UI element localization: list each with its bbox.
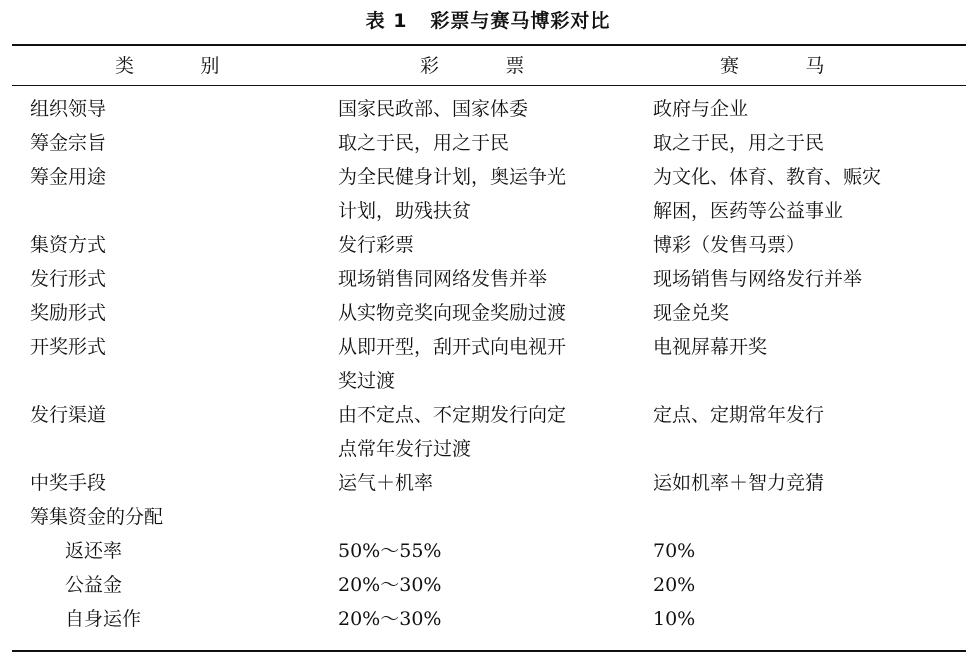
horse-racing-cell: 10% — [653, 608, 696, 630]
table-row — [0, 228, 976, 262]
category-cell: 筹集资金的分配 — [30, 506, 164, 528]
lottery-cell: 发行彩票 — [338, 234, 415, 256]
table-row — [0, 160, 976, 228]
table-row — [0, 500, 976, 534]
horse-racing-cell: 运如机率＋智力竞猜 — [653, 472, 825, 494]
category-cell: 筹金宗旨 — [30, 132, 107, 154]
lottery-cell: 国家民政部、国家体委 — [338, 98, 529, 120]
table-row — [0, 92, 976, 126]
header-category: 类 别 — [115, 55, 222, 77]
header-horse-racing: 赛 马 — [720, 55, 827, 77]
horse-racing-cell: 为文化、体育、教育、赈灾 解困，医药等公益事业 — [653, 166, 882, 222]
category-cell: 自身运作 — [65, 608, 142, 630]
top-rule — [12, 44, 966, 46]
lottery-cell: 从即开型，刮开式向电视开 奖过渡 — [338, 336, 567, 392]
category-cell: 中奖手段 — [30, 472, 107, 494]
category-cell: 开奖形式 — [30, 336, 107, 358]
table-row — [0, 568, 976, 602]
lottery-cell: 为全民健身计划，奥运争光 计划，助残扶贫 — [338, 166, 567, 222]
horse-racing-cell: 20% — [653, 574, 696, 596]
category-cell: 返还率 — [65, 540, 123, 562]
horse-racing-cell: 70% — [653, 540, 696, 562]
category-cell: 公益金 — [65, 574, 123, 596]
table-row — [0, 330, 976, 398]
lottery-cell: 从实物竞奖向现金奖励过渡 — [338, 302, 567, 324]
header-rule — [12, 85, 966, 86]
table-row — [0, 602, 976, 636]
category-cell: 筹金用途 — [30, 166, 107, 188]
category-cell: 集资方式 — [30, 234, 107, 256]
table-caption: 表 1 彩票与赛马博彩对比 — [365, 10, 611, 32]
table-body — [0, 92, 976, 636]
table-row — [0, 126, 976, 160]
lottery-cell: 50%～55% — [338, 540, 442, 562]
lottery-cell: 运气＋机率 — [338, 472, 434, 494]
horse-racing-cell: 电视屏幕开奖 — [653, 336, 768, 358]
table-row — [0, 534, 976, 568]
bottom-rule — [12, 650, 966, 652]
table-row — [0, 296, 976, 330]
horse-racing-cell: 定点、定期常年发行 — [653, 404, 825, 426]
horse-racing-cell: 现场销售与网络发行并举 — [653, 268, 863, 290]
horse-racing-cell: 政府与企业 — [653, 98, 749, 120]
table-row — [0, 398, 976, 466]
header-lottery: 彩 票 — [420, 55, 527, 77]
horse-racing-cell: 博彩（发售马票） — [653, 234, 806, 256]
lottery-cell: 20%～30% — [338, 574, 442, 596]
horse-racing-cell: 取之于民，用之于民 — [653, 132, 825, 154]
lottery-cell: 取之于民，用之于民 — [338, 132, 510, 154]
lottery-cell: 20%～30% — [338, 608, 442, 630]
category-cell: 组织领导 — [30, 98, 107, 120]
horse-racing-cell: 现金兑奖 — [653, 302, 730, 324]
category-cell: 发行渠道 — [30, 404, 107, 426]
lottery-cell: 现场销售同网络发售并举 — [338, 268, 548, 290]
category-cell: 奖励形式 — [30, 302, 107, 324]
lottery-cell: 由不定点、不定期发行向定 点常年发行过渡 — [338, 404, 567, 460]
category-cell: 发行形式 — [30, 268, 107, 290]
table-row — [0, 262, 976, 296]
table-row — [0, 466, 976, 500]
